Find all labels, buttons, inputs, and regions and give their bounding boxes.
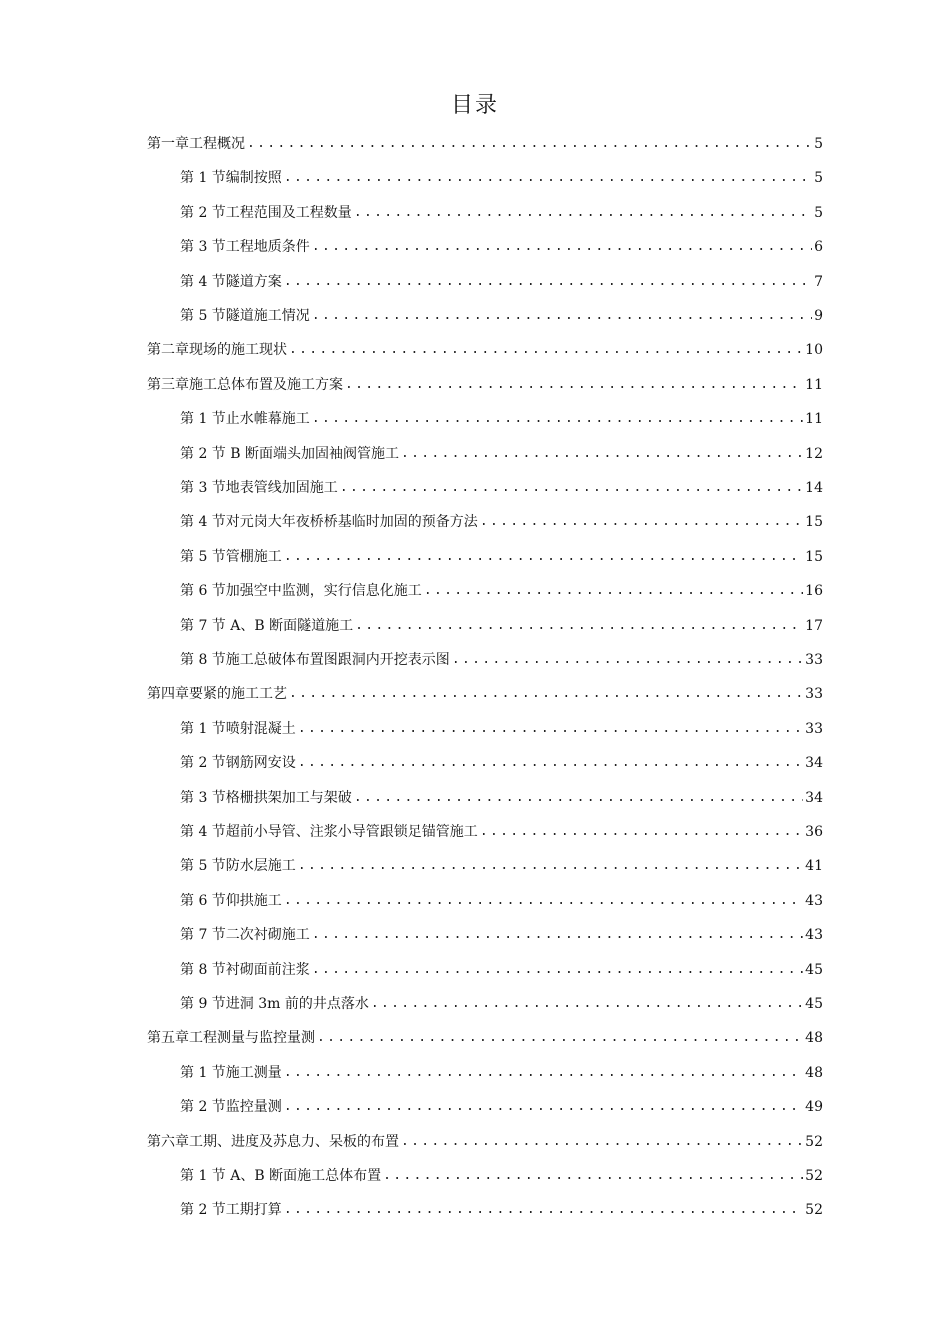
toc-dot-leader [312, 953, 803, 987]
toc-page-number: 48 [805, 1064, 823, 1081]
toc-dot-leader [284, 161, 812, 195]
toc-page-number: 45 [805, 996, 823, 1012]
toc-dot-leader [298, 849, 803, 883]
toc-dot-leader [480, 815, 803, 849]
toc-section-entry[interactable] [180, 471, 823, 505]
toc-page-number: 33 [805, 652, 823, 668]
toc-page-number: 7 [814, 273, 823, 290]
toc-entry-text: 第六章工期、进度及苏息力、呆板的布置 [147, 1133, 399, 1150]
toc-entry-text: 第 7 节二次衬砌施工 [180, 927, 310, 944]
toc-dot-leader [312, 299, 812, 333]
toc-dot-leader [247, 127, 812, 161]
toc-dot-leader [289, 333, 803, 367]
toc-page-number: 43 [805, 927, 823, 944]
toc-page-number: 10 [805, 342, 823, 359]
toc-section-entry[interactable] [180, 643, 823, 677]
toc-entry-text: 第 5 节隧道施工情况 [180, 308, 310, 324]
toc-dot-leader [354, 196, 812, 230]
toc-page-number: 33 [805, 720, 823, 737]
toc-entry-text: 第 3 节工程地质条件 [180, 239, 310, 256]
toc-page-number: 16 [805, 583, 823, 600]
toc-chapter-entry[interactable] [147, 368, 823, 402]
toc-page-number: 11 [805, 411, 823, 428]
toc-page-number: 36 [805, 824, 823, 840]
toc-section-entry[interactable] [180, 918, 823, 952]
toc-section-entry[interactable] [180, 1056, 823, 1090]
toc-section-entry[interactable] [180, 849, 823, 883]
toc-page-number: 6 [814, 239, 823, 256]
toc-entry-text: 第 2 节工期打算 [180, 1202, 282, 1219]
toc-section-entry[interactable] [180, 953, 823, 987]
toc-page-number: 5 [814, 170, 823, 187]
toc-entry-text: 第 2 节钢筋网安设 [180, 755, 296, 772]
toc-chapter-entry[interactable] [147, 677, 823, 711]
toc-dot-leader [452, 643, 803, 677]
toc-dot-leader [312, 918, 803, 952]
toc-section-entry[interactable] [180, 1090, 823, 1124]
toc-entry-text: 第一章工程概况 [147, 136, 245, 152]
toc-entry-text: 第二章现场的施工现状 [147, 342, 287, 359]
toc-page-number: 52 [805, 1202, 823, 1219]
toc-entry-text: 第三章施工总体布置及施工方案 [147, 376, 343, 393]
toc-page-number: 52 [805, 1168, 823, 1184]
toc-entry-text: 第 2 节工程范围及工程数量 [180, 204, 352, 221]
toc-dot-leader [383, 1159, 803, 1193]
toc-entry-text: 第 3 节格栅拱架加工与架破 [180, 789, 352, 806]
toc-section-entry[interactable] [180, 540, 823, 574]
toc-dot-leader [312, 402, 803, 436]
toc-entry-text: 第 2 节监控量测 [180, 1099, 282, 1116]
toc-page-number: 14 [805, 480, 823, 496]
toc-entry-text: 第 1 节施工测量 [180, 1064, 282, 1081]
toc-dot-leader [355, 609, 803, 643]
toc-dot-leader [354, 781, 803, 815]
toc-page-number: 43 [805, 892, 823, 909]
toc-page-number: 5 [814, 204, 823, 221]
toc-entry-text: 第 8 节施工总破体布置图跟洞内开挖表示图 [180, 652, 450, 668]
toc-chapter-entry[interactable] [147, 1125, 823, 1159]
toc-chapter-entry[interactable] [147, 127, 823, 161]
toc-section-entry[interactable] [180, 609, 823, 643]
toc-page-number: 48 [805, 1030, 823, 1047]
toc-page-number: 12 [805, 445, 823, 462]
toc-section-entry[interactable] [180, 781, 823, 815]
toc-dot-leader [298, 746, 803, 780]
toc-dot-leader [312, 230, 812, 264]
toc-section-entry[interactable] [180, 1193, 823, 1227]
toc-page-number: 34 [805, 789, 823, 806]
toc-dot-leader [424, 574, 803, 608]
toc-section-entry[interactable] [180, 402, 823, 436]
toc-page-number: 41 [805, 858, 823, 875]
toc-page-number: 33 [805, 686, 823, 703]
toc-page-number: 17 [805, 617, 823, 634]
toc-dot-leader [289, 677, 803, 711]
toc-page-number: 9 [814, 308, 823, 324]
toc-dot-leader [284, 1056, 803, 1090]
toc-entry-text: 第 3 节地表管线加固施工 [180, 480, 338, 496]
toc-dot-leader [284, 1193, 803, 1227]
toc-entry-text: 第 6 节仰拱施工 [180, 892, 282, 909]
toc-section-entry[interactable] [180, 574, 823, 608]
toc-page-number: 49 [805, 1099, 823, 1116]
toc-entry-text: 第 8 节衬砌面前注浆 [180, 961, 310, 978]
toc-section-entry[interactable] [180, 884, 823, 918]
toc-page-number: 34 [805, 755, 823, 772]
toc-entry-text: 第 4 节隧道方案 [180, 273, 282, 290]
toc-section-entry[interactable] [180, 815, 823, 849]
toc-section-entry[interactable] [180, 987, 823, 1021]
toc-entry-text: 第五章工程测量与监控量测 [147, 1030, 315, 1047]
toc-section-entry[interactable] [180, 437, 823, 471]
toc-chapter-entry[interactable] [147, 1021, 823, 1055]
toc-section-entry[interactable] [180, 230, 823, 264]
toc-page-number: 15 [805, 514, 823, 531]
toc-page-number: 52 [805, 1133, 823, 1150]
toc-dot-leader [317, 1021, 803, 1055]
toc-entry-text: 第 1 节 A、B 断面施工总体布置 [180, 1168, 382, 1184]
toc-section-entry[interactable] [180, 161, 823, 195]
toc-entry-text: 第 1 节编制按照 [180, 170, 282, 187]
toc-dot-leader [284, 265, 812, 299]
toc-section-entry[interactable] [180, 712, 823, 746]
toc-dot-leader [284, 1090, 803, 1124]
toc-entry-text: 第 2 节 B 断面端头加固袖阀管施工 [180, 445, 399, 462]
toc-dot-leader [340, 471, 803, 505]
toc-entry-text: 第 1 节止水帷幕施工 [180, 411, 310, 428]
toc-section-entry[interactable] [180, 505, 823, 539]
toc-page-number: 5 [814, 136, 823, 152]
toc-entry-text: 第四章要紧的施工工艺 [147, 686, 287, 703]
toc-dot-leader [284, 884, 803, 918]
toc-page-number: 45 [805, 961, 823, 978]
toc-page-number: 11 [805, 376, 823, 393]
toc-dot-leader [401, 1125, 803, 1159]
toc-dot-leader [345, 368, 803, 402]
toc-entry-text: 第 5 节管棚施工 [180, 548, 282, 565]
toc-dot-leader [371, 987, 803, 1021]
toc-page-number: 15 [805, 548, 823, 565]
toc-dot-leader [284, 540, 803, 574]
toc-entry-text: 第 9 节进洞 3m 前的井点落水 [180, 996, 369, 1012]
toc-section-entry[interactable] [180, 196, 823, 230]
toc-section-entry[interactable] [180, 299, 823, 333]
toc-entry-text: 第 1 节喷射混凝土 [180, 720, 296, 737]
toc-entry-text: 第 4 节超前小导管、注浆小导管跟锁足锚管施工 [180, 824, 478, 840]
toc-title: 目录 [450, 93, 499, 118]
toc-chapter-entry[interactable] [147, 333, 823, 367]
toc-entry-text: 第 4 节对元岗大年夜桥桥基临时加固的预备方法 [180, 514, 478, 531]
toc-dot-leader [401, 437, 803, 471]
toc-section-entry[interactable] [180, 746, 823, 780]
toc-entry-text: 第 6 节加强空中监测，实行信息化施工 [180, 583, 422, 600]
toc-section-entry[interactable] [180, 265, 823, 299]
toc-section-entry[interactable] [180, 1159, 823, 1193]
toc-dot-leader [480, 505, 803, 539]
toc-dot-leader [298, 712, 803, 746]
toc-entry-text: 第 7 节 A、B 断面隧道施工 [180, 617, 354, 634]
toc-entry-text: 第 5 节防水层施工 [180, 858, 296, 875]
